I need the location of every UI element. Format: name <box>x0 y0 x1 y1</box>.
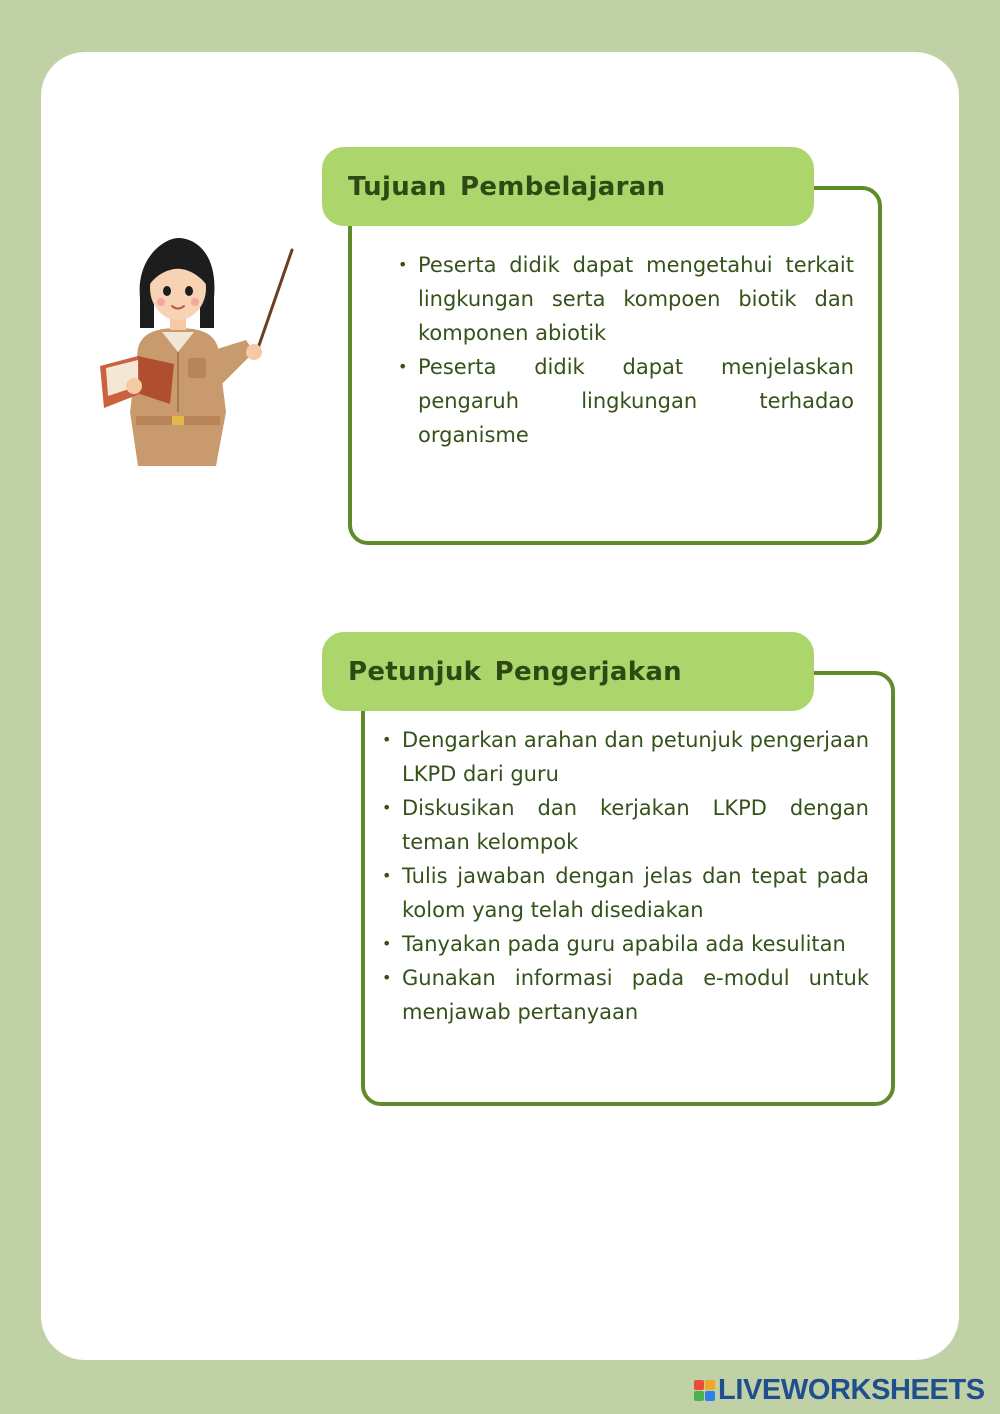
objectives-list <box>418 248 854 452</box>
list-item: • Gunakan informasi pada e-modul untuk menjawab pertanyaan <box>402 961 869 1029</box>
list-item: • Diskusikan dan kerjakan LKPD dengan teman kelompok <box>402 791 869 859</box>
instructions-list <box>402 723 869 1029</box>
instructions-title: Petunjuk Pengerjakan <box>348 656 682 687</box>
instructions-tab <box>322 632 814 711</box>
list-item: • Tanyakan pada guru apabila ada kesulitan <box>402 927 869 961</box>
teacher-illustration <box>96 236 300 470</box>
list-item: • Dengarkan arahan dan petunjuk pengerjaan LKPD dari guru <box>402 723 869 791</box>
brand-name: LIVEWORKSHEETS <box>718 1374 985 1406</box>
liveworksheets-logo-icon <box>694 1380 715 1401</box>
list-item: • Tulis jawaban dengan jelas dan tepat pada kolom yang telah disediakan <box>402 859 869 927</box>
objectives-tab <box>322 147 814 226</box>
liveworksheets-logo[interactable] <box>694 1374 985 1407</box>
list-item: • Peserta didik dapat menjelaskan pengaruh lingkungan terhadao organisme <box>418 350 854 452</box>
objectives-title: Tujuan Pembelajaran <box>348 171 666 202</box>
list-item: • Peserta didik dapat mengetahui terkait lingkungan serta kompoen biotik dan komponen abiotik <box>418 248 854 350</box>
